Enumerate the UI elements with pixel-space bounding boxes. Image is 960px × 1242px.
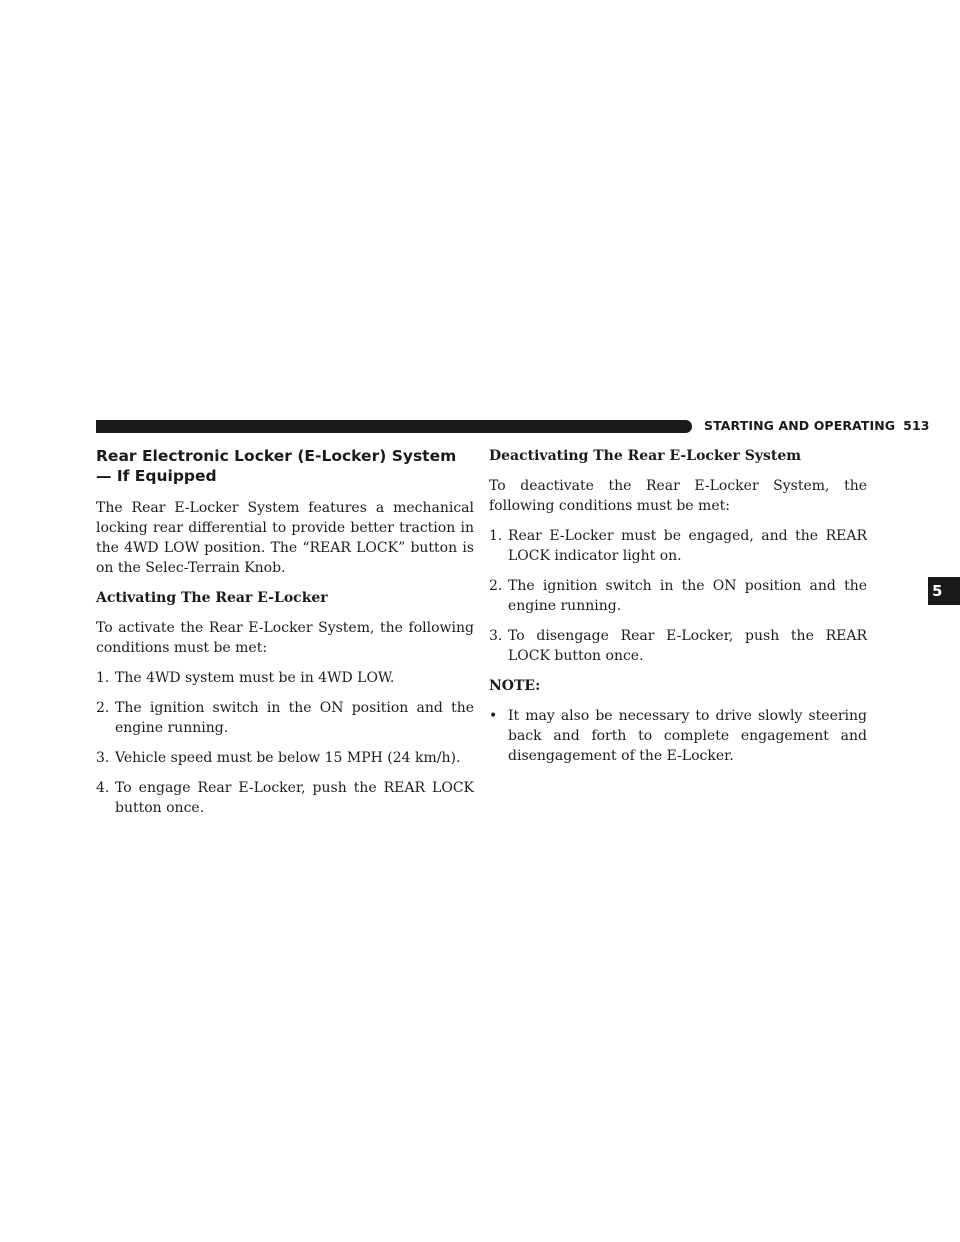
activating-heading: Activating The Rear E-Locker [96,590,328,606]
list-item [96,668,474,688]
left-column [96,446,474,828]
running-header [704,418,930,433]
list-item [489,626,867,666]
step-text: The 4WD system must be in 4WD LOW. [115,670,395,686]
step-number: 2. [96,700,110,716]
step-text: Rear E-Locker must be engaged, and the REAR LOCK indicator light on. [508,528,867,564]
activating-steps [96,668,474,818]
right-column [489,446,867,776]
list-item [96,778,474,818]
note-text: It may also be necessary to drive slowly steering back and forth to complete engagement and disengagement of the E-Locker. [508,708,867,764]
header-rule [96,420,692,433]
section-title: STARTING AND OPERATING [704,418,896,433]
list-item [96,748,474,768]
step-text: To disengage Rear E-Locker, push the REAR LOCK button once. [508,628,867,664]
step-number: 1. [96,670,110,686]
page-number: 513 [903,418,930,433]
step-number: 3. [489,628,503,644]
deactivating-steps [489,526,867,666]
step-number: 3. [96,750,110,766]
deactivating-lead: To deactivate the Rear E-Locker System, the following conditions must be met: [489,478,867,514]
step-text: The ignition switch in the ON position and the engine running. [115,700,474,736]
step-number: 1. [489,528,503,544]
step-number: 2. [489,578,503,594]
note-list [489,706,867,766]
step-text: To engage Rear E-Locker, push the REAR LOCK button once. [115,780,474,816]
deactivating-heading: Deactivating The Rear E-Locker System [489,448,802,464]
list-item [96,698,474,738]
chapter-tab: 5 [928,577,960,605]
list-item [489,526,867,566]
step-number: 4. [96,780,110,796]
note-label: NOTE: [489,678,541,694]
list-item [489,576,867,616]
step-text: Vehicle speed must be below 15 MPH (24 km/h). [115,750,461,766]
intro-paragraph: The Rear E-Locker System features a mechanical locking rear differential to provide better traction in the 4WD LOW position. The “REAR LOCK” button is on the Selec-Terrain Knob. [96,500,474,576]
bullet-icon: • [489,708,498,724]
activating-lead: To activate the Rear E-Locker System, the following conditions must be met: [96,620,474,656]
step-text: The ignition switch in the ON position and the engine running. [508,578,867,614]
list-item [489,706,867,766]
section-heading: Rear Electronic Locker (E-Locker) System — If Equipped [96,447,457,485]
